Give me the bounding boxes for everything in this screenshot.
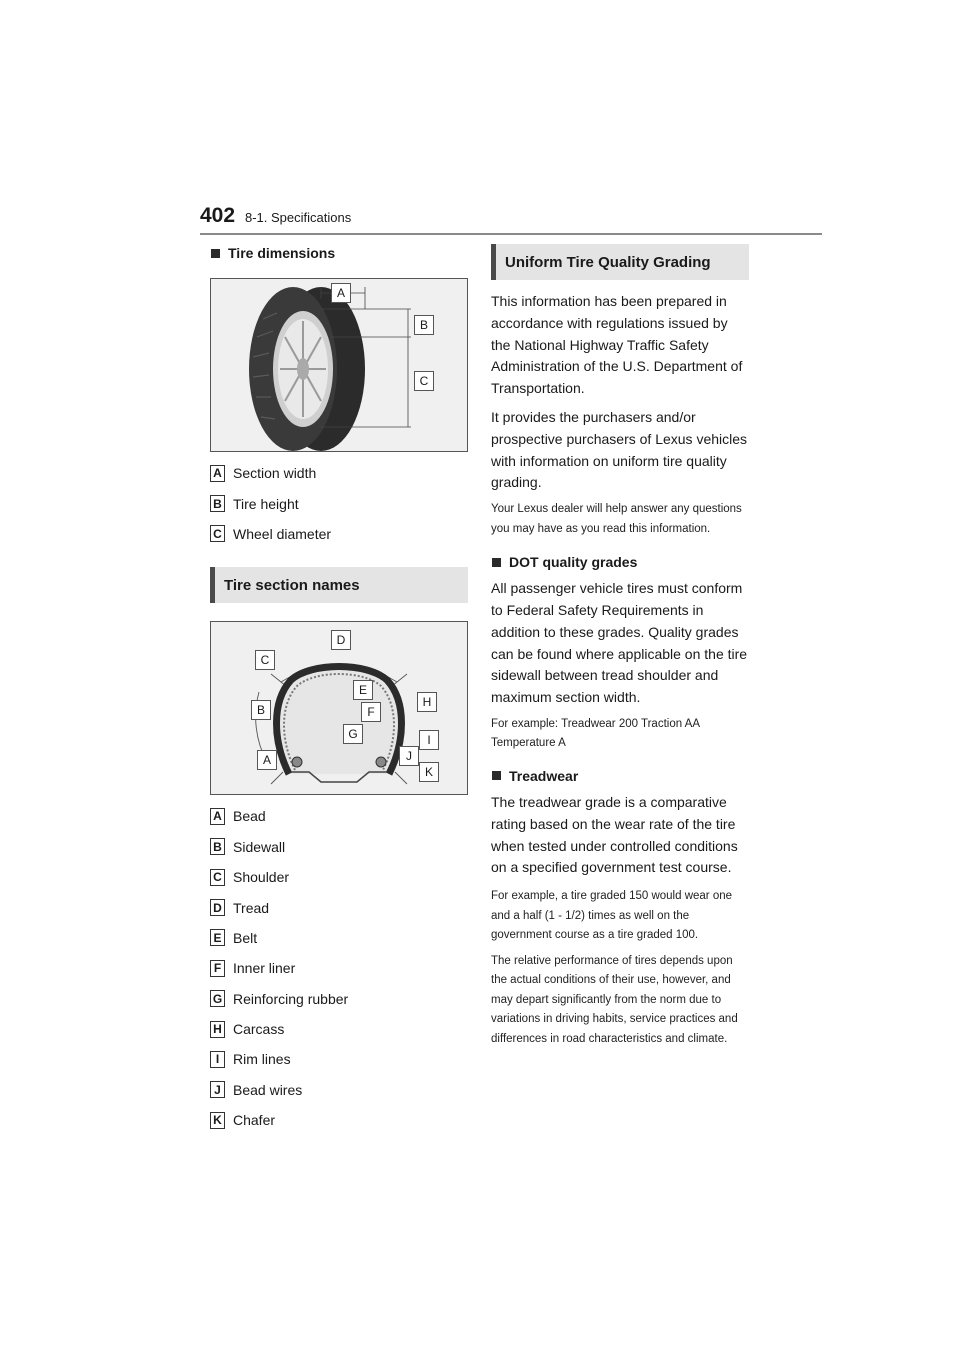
legend-key: J bbox=[210, 1081, 225, 1098]
figure-label: C bbox=[414, 371, 434, 391]
figure-label: B bbox=[414, 315, 434, 335]
legend-key: A bbox=[210, 808, 225, 825]
utqg-heading-text: Uniform Tire Quality Grading bbox=[505, 253, 711, 271]
legend-item bbox=[210, 953, 468, 983]
legend-key: C bbox=[210, 525, 225, 542]
legend-label: Bead bbox=[233, 808, 266, 825]
square-bullet-icon bbox=[492, 771, 501, 780]
legend-label: Tire height bbox=[233, 495, 299, 512]
figure-label: C bbox=[255, 650, 275, 670]
header-rule bbox=[200, 233, 822, 235]
figure-label: G bbox=[343, 724, 363, 744]
figure-label: I bbox=[419, 730, 439, 750]
legend-item bbox=[210, 832, 468, 862]
legend-key: H bbox=[210, 1021, 225, 1038]
legend-item bbox=[210, 1044, 468, 1074]
legend-item bbox=[210, 923, 468, 953]
right-column bbox=[491, 240, 749, 1049]
legend-label: Wheel diameter bbox=[233, 525, 332, 542]
square-bullet-icon bbox=[492, 558, 501, 567]
legend-label: Sidewall bbox=[233, 838, 286, 855]
tire-section-legend bbox=[210, 801, 468, 1135]
legend-key: F bbox=[210, 960, 225, 977]
treadwear-note-2: The relative performance of tires depends upon the actual conditions of their use, however, and may depart significantly from the norm due to variations in driving habits, service practices and differences in road characteristics and climate. bbox=[491, 954, 738, 1045]
figure-label: F bbox=[361, 702, 381, 722]
figure-label: D bbox=[331, 630, 351, 650]
utqg-note: Your Lexus dealer will help answer any questions you may have as you read this information. bbox=[491, 503, 742, 535]
legend-item bbox=[210, 801, 468, 831]
legend-label: Inner liner bbox=[233, 960, 296, 977]
dot-heading-text: DOT quality grades bbox=[509, 554, 638, 571]
figure-label: J bbox=[399, 746, 419, 766]
legend-key: C bbox=[210, 869, 225, 886]
treadwear-note-1: For example, a tire graded 150 would wear one and a half (1 - 1/2) times as well on the government course as a tire graded 100. bbox=[491, 890, 733, 942]
legend-item bbox=[210, 1014, 468, 1044]
legend-key: B bbox=[210, 838, 225, 855]
legend-item bbox=[210, 1075, 468, 1105]
tire-dimensions-heading bbox=[210, 245, 468, 261]
legend-item bbox=[210, 488, 468, 518]
dot-heading bbox=[491, 554, 749, 570]
figure-label: A bbox=[257, 750, 277, 770]
legend-item bbox=[210, 1105, 468, 1135]
legend-label: Bead wires bbox=[233, 1081, 303, 1098]
legend-label: Shoulder bbox=[233, 869, 290, 886]
tire-section-names-heading bbox=[210, 567, 468, 603]
legend-item bbox=[210, 862, 468, 892]
treadwear-paragraph: The treadwear grade is a comparative rating based on the wear rate of the tire when tested under controlled conditions on a specified government test course. bbox=[491, 793, 738, 876]
treadwear-heading-text: Treadwear bbox=[509, 767, 579, 784]
square-bullet-icon bbox=[211, 249, 220, 258]
legend-key: B bbox=[210, 495, 225, 512]
tire-illustration bbox=[211, 279, 467, 451]
legend-label: Tread bbox=[233, 899, 270, 916]
legend-label: Chafer bbox=[233, 1112, 276, 1129]
dot-example: For example: Treadwear 200 Traction AA Temperature A bbox=[491, 717, 700, 750]
utqg-paragraph-2: It provides the purchasers and/or prospective purchasers of Lexus vehicles with information on uniform tire quality grading. bbox=[491, 408, 748, 491]
legend-label: Section width bbox=[233, 465, 317, 482]
legend-item bbox=[210, 458, 468, 488]
figure-label: A bbox=[331, 283, 351, 303]
legend-key: E bbox=[210, 929, 225, 946]
figure-label: B bbox=[251, 700, 271, 720]
legend-label: Belt bbox=[233, 929, 258, 946]
tire-section-figure bbox=[210, 621, 468, 795]
legend-item bbox=[210, 519, 468, 549]
legend-key: K bbox=[210, 1112, 225, 1129]
tire-dimensions-figure bbox=[210, 278, 468, 452]
legend-label: Rim lines bbox=[233, 1051, 291, 1068]
figure-label: K bbox=[419, 762, 439, 782]
dot-paragraph: All passenger vehicle tires must conform to Federal Safety Requirements in addition to these grades. Quality grades can be found where applicable on the tire sidewall between tread shoulder and maximum section width. bbox=[491, 580, 748, 706]
figure-label: E bbox=[353, 680, 373, 700]
utqg-paragraph-1: This information has been prepared in accordance with regulations issued by the National Highway Traffic Safety Administration of the U.S. Department of Transportation. bbox=[491, 293, 743, 397]
legend-label: Reinforcing rubber bbox=[233, 990, 349, 1007]
tire-dimensions-legend bbox=[210, 458, 468, 549]
legend-item bbox=[210, 892, 468, 922]
treadwear-heading bbox=[491, 768, 749, 784]
legend-key: G bbox=[210, 990, 225, 1007]
chapter-title: 8-1. Specifications bbox=[245, 210, 352, 225]
legend-key: D bbox=[210, 899, 225, 916]
legend-key: I bbox=[210, 1051, 225, 1068]
legend-item bbox=[210, 984, 468, 1014]
page-number: 402 bbox=[200, 204, 236, 227]
utqg-heading bbox=[491, 244, 749, 280]
legend-label: Carcass bbox=[233, 1021, 285, 1038]
tire-dimensions-heading-text: Tire dimensions bbox=[228, 245, 336, 261]
legend-key: A bbox=[210, 465, 225, 482]
figure-label: H bbox=[417, 692, 437, 712]
left-column bbox=[210, 240, 468, 1135]
tire-section-names-heading-text: Tire section names bbox=[224, 576, 360, 594]
